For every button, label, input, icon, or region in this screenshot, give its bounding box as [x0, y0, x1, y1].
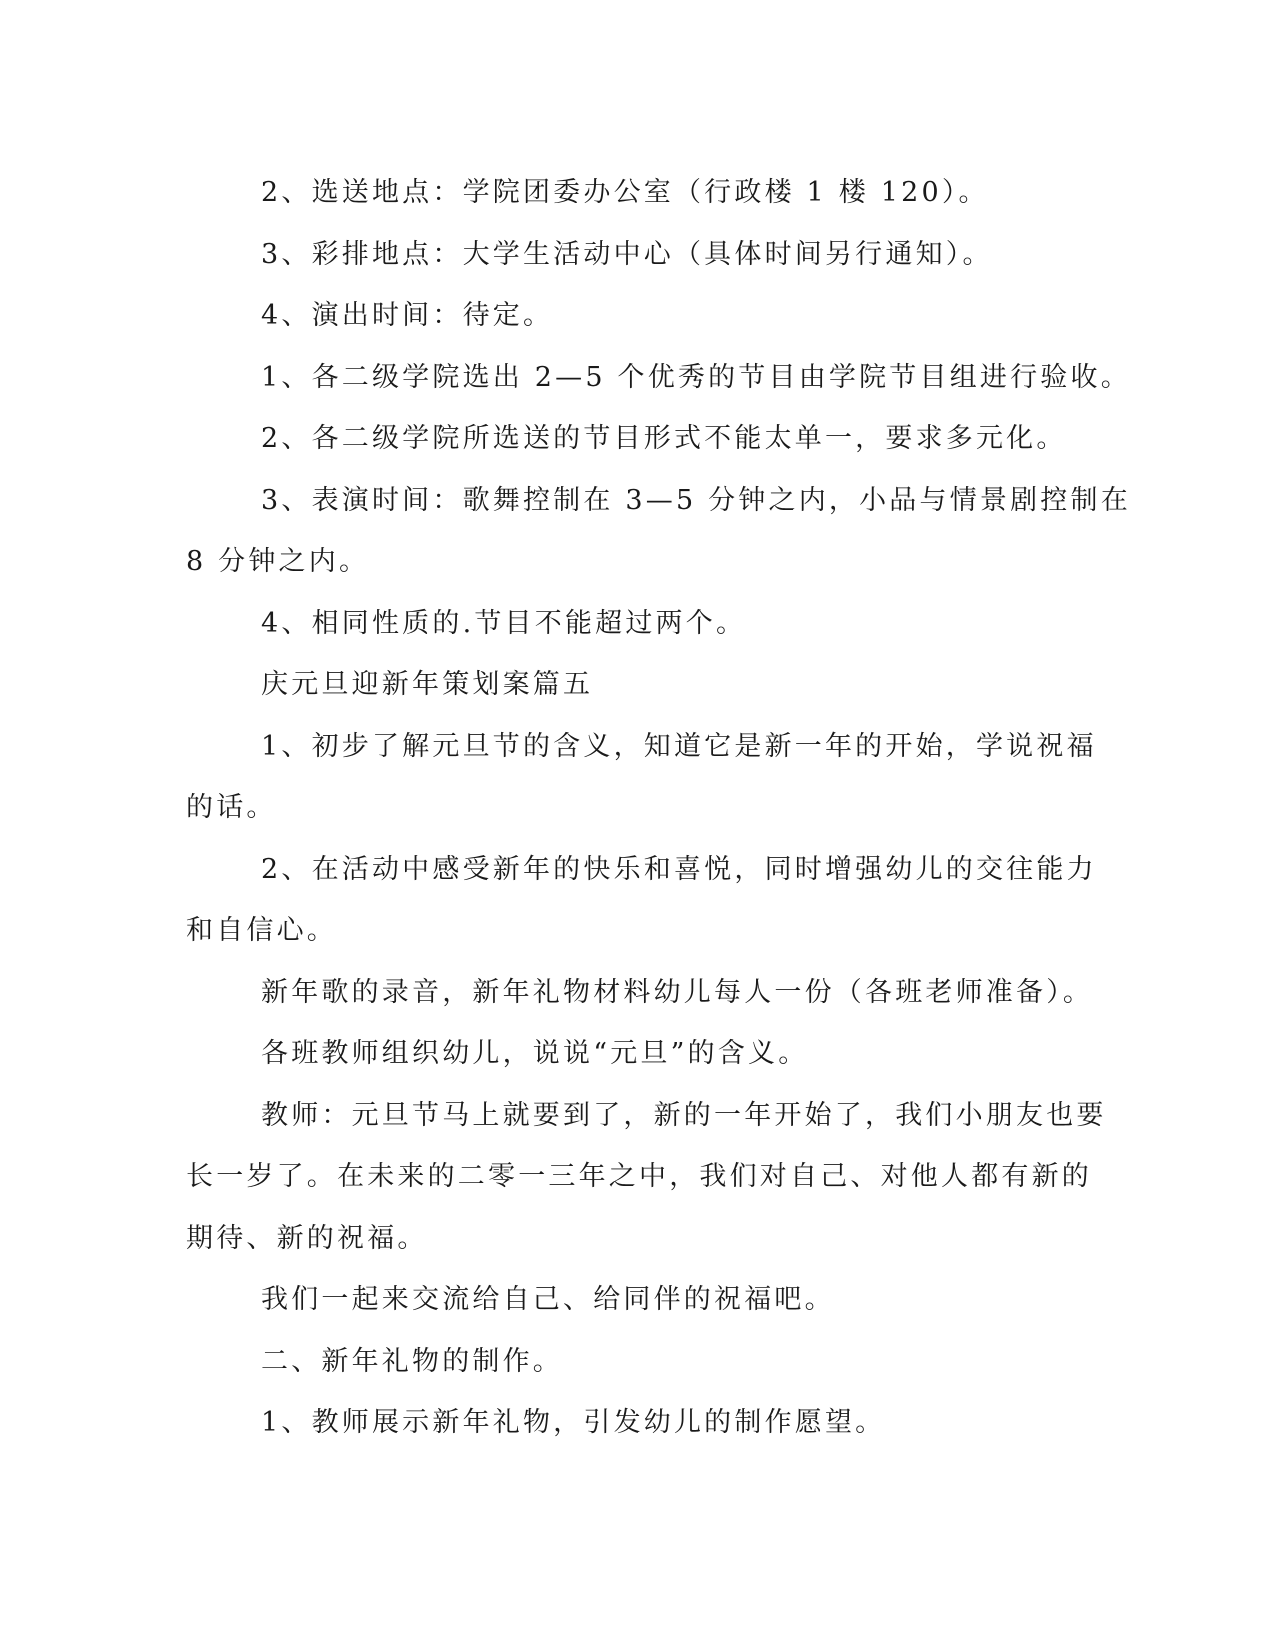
- paragraph: 我们一起来交流给自己、给同伴的祝福吧。: [261, 1284, 835, 1315]
- paragraph: 4、演出时间：待定。: [261, 300, 554, 331]
- paragraph: 2、各二级学院所选送的节目形式不能太单一，要求多元化。: [261, 423, 1067, 454]
- paragraph: 1、初步了解元旦节的含义，知道它是新一年的开始，学说祝福: [261, 730, 1097, 762]
- paragraph-continuation: 8 分钟之内。: [186, 546, 370, 577]
- paragraph: 1、教师展示新年礼物，引发幼儿的制作愿望。: [261, 1407, 886, 1438]
- paragraph: 3、表演时间：歌舞控制在 3—5 分钟之内，小品与情景剧控制在: [261, 484, 1131, 516]
- document-body: [186, 162, 1131, 1454]
- paragraph-continuation: 期待、新的祝福。: [186, 1222, 428, 1254]
- section-heading: 二、新年礼物的制作。: [261, 1345, 563, 1377]
- paragraph-continuation: 长一岁了。在未来的二零一三年之中，我们对自己、对他人都有新的: [186, 1161, 1092, 1192]
- paragraph: 2、选送地点：学院团委办公室（行政楼 1 楼 120）。: [261, 177, 989, 208]
- paragraph: 各班教师组织幼儿，说说“元旦”的含义。: [261, 1038, 809, 1069]
- paragraph: 1、各二级学院选出 2—5 个优秀的节目由学院节目组进行验收。: [261, 361, 1131, 393]
- paragraph: 教师：元旦节马上就要到了，新的一年开始了，我们小朋友也要: [261, 1099, 1107, 1131]
- paragraph: 新年歌的录音，新年礼物材料幼儿每人一份（各班老师准备）。: [261, 976, 1094, 1008]
- paragraph-continuation: 和自信心。: [186, 915, 337, 946]
- paragraph: 4、相同性质的.节目不能超过两个。: [261, 607, 747, 639]
- paragraph-continuation: 的话。: [186, 792, 277, 823]
- paragraph: 2、在活动中感受新年的快乐和喜悦，同时增强幼儿的交往能力: [261, 853, 1097, 885]
- paragraph: 3、彩排地点：大学生活动中心（具体时间另行通知）。: [261, 238, 993, 270]
- section-heading: 庆元旦迎新年策划案篇五: [261, 669, 594, 700]
